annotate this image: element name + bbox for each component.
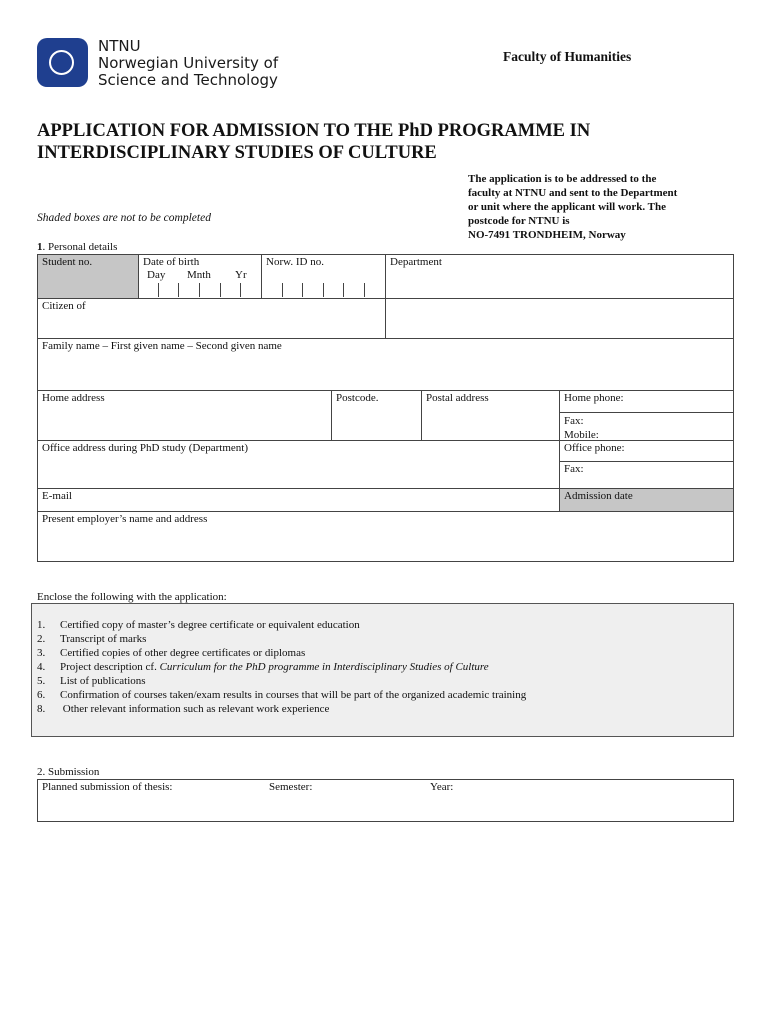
citizen-extra-field[interactable] [385, 298, 734, 339]
ntnu-logo-icon [37, 38, 88, 87]
submission-box[interactable] [37, 779, 734, 822]
address-note: The application is to be addressed to the faculty at NTNU and sent to the Department or unit where the applicant will work. The postcode for NTNU is NO-7491 TRONDHEIM, Norway [468, 173, 678, 241]
planned-submission-label: Planned submission of thesis: [42, 781, 173, 793]
home-phone-field[interactable]: Home phone: [559, 390, 734, 413]
family-name-field[interactable]: Family name – First given name – Second given name [37, 338, 734, 391]
department-field[interactable]: Department [385, 254, 734, 299]
admission-date-field: Admission date [559, 488, 734, 512]
postcode-field[interactable]: Postcode. [331, 390, 422, 441]
fax-mobile-field[interactable]: Fax: Mobile: [559, 412, 734, 441]
email-field[interactable]: E-mail [37, 488, 560, 512]
student-no-field: Student no. [37, 254, 139, 299]
list-item: 8. Other relevant information such as relevant work experience [37, 703, 330, 715]
list-item: 3. Certified copies of other degree certificates or diplomas [37, 647, 306, 659]
year-label: Year: [430, 781, 454, 793]
list-item: 2. Transcript of marks [37, 633, 147, 645]
list-item: 1. Certified copy of master’s degree certificate or equivalent education [37, 619, 360, 631]
list-item: 5. List of publications [37, 675, 146, 687]
office-address-field[interactable]: Office address during PhD study (Department) [37, 440, 560, 489]
home-address-field[interactable]: Home address [37, 390, 332, 441]
citizen-of-field[interactable]: Citizen of [37, 298, 386, 339]
semester-label: Semester: [269, 781, 313, 793]
submission-heading: 2. Submission [37, 766, 100, 778]
section-personal-heading: 1. Personal details [37, 241, 118, 253]
shaded-boxes-note: Shaded boxes are not to be completed [37, 212, 211, 224]
office-fax-field[interactable]: Fax: [559, 461, 734, 489]
norw-id-field[interactable]: Norw. ID no. [261, 254, 386, 299]
date-of-birth-field[interactable]: Date of birth Day Mnth Yr [138, 254, 262, 299]
enclose-list [37, 618, 526, 716]
enclose-heading: Enclose the following with the application: [37, 591, 227, 603]
ntnu-logo-text: NTNU Norwegian University of Science and Technology [98, 37, 279, 89]
faculty-name: Faculty of Humanities [503, 49, 632, 64]
employer-field[interactable]: Present employer’s name and address [37, 511, 734, 562]
list-item: 6. Confirmation of courses taken/exam results in courses that will be part of the organized academic training [37, 689, 527, 701]
office-phone-field[interactable]: Office phone: [559, 440, 734, 462]
list-item: 4. Project description cf. Curriculum for the PhD programme in Interdisciplinary Studies of Culture [37, 661, 489, 673]
page-title: APPLICATION FOR ADMISSION TO THE PhD PROGRAMME IN INTERDISCIPLINARY STUDIES OF CULTURE [37, 121, 591, 163]
postal-address-field[interactable]: Postal address [421, 390, 560, 441]
